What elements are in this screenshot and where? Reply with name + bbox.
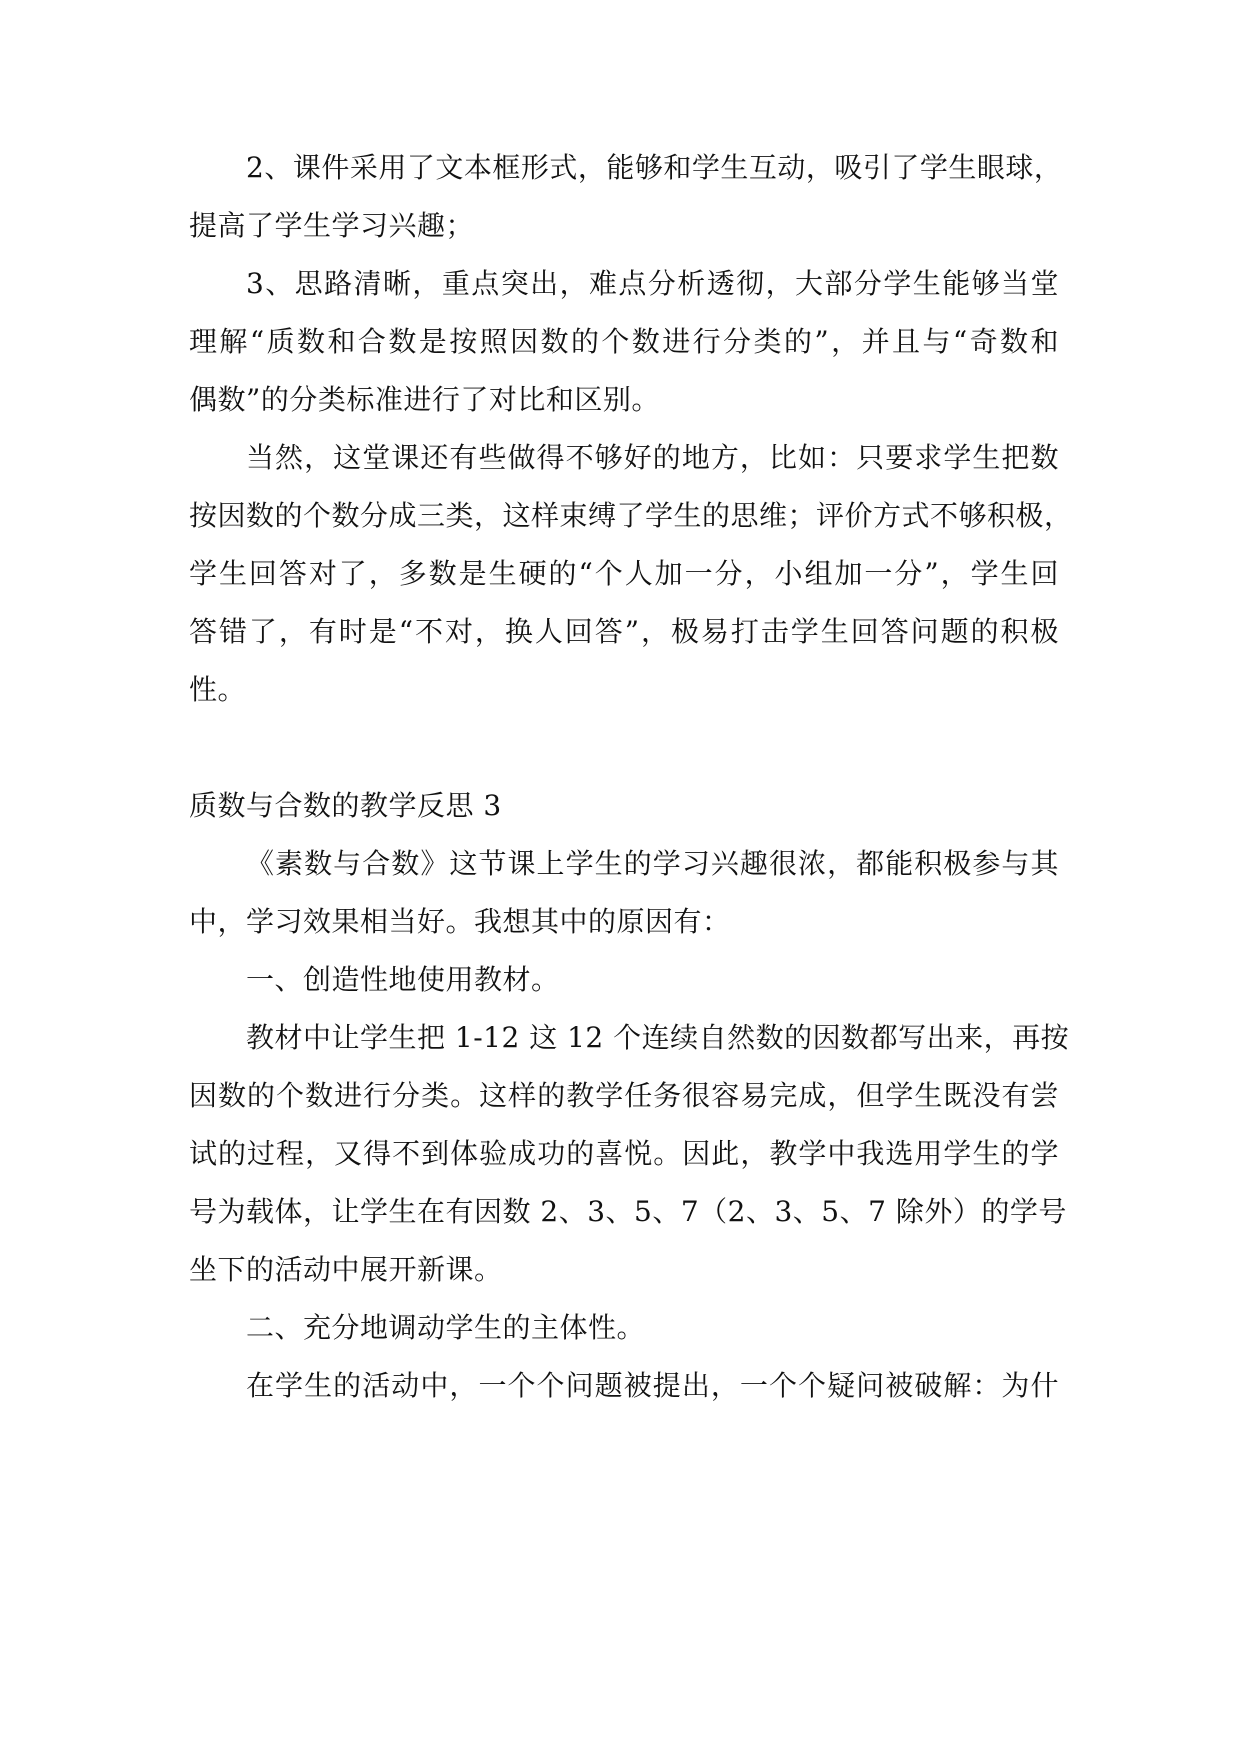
- paragraph-line: 教材中让学生把 1-12 这 12 个连续自然数的因数都写出来，再按: [246, 1021, 1070, 1054]
- paragraph-line: 性。: [189, 673, 247, 706]
- paragraph-line: 按因数的个数分成三类，这样束缚了学生的思维；评价方式不够积极，: [189, 499, 1073, 532]
- paragraph-line: 中，学习效果相当好。我想其中的原因有：: [189, 905, 731, 938]
- paragraph-line: 二、充分地调动学生的主体性。: [246, 1311, 646, 1344]
- paragraph-line: 2、课件采用了文本框形式，能够和学生互动，吸引了学生眼球，: [246, 151, 1063, 184]
- paragraph-line: 理解“质数和合数是按照因数的个数进行分类的”，并且与“奇数和: [189, 325, 1059, 358]
- paragraph-line: 答错了，有时是“不对，换人回答”，极易打击学生回答问题的积极: [189, 615, 1059, 648]
- paragraph-line: 3、思路清晰，重点突出，难点分析透彻，大部分学生能够当堂: [246, 267, 1059, 300]
- paragraph-line: 学生回答对了，多数是生硬的“个人加一分，小组加一分”，学生回: [189, 557, 1059, 590]
- paragraph-line: 提高了学生学习兴趣；: [189, 209, 475, 242]
- paragraph-line: 当然，这堂课还有些做得不够好的地方，比如：只要求学生把数: [246, 441, 1059, 474]
- paragraph-line: 偶数”的分类标准进行了对比和区别。: [189, 383, 660, 416]
- paragraph-line: 试的过程，又得不到体验成功的喜悦。因此，教学中我选用学生的学: [189, 1137, 1059, 1170]
- paragraph-line: 一、创造性地使用教材。: [246, 963, 560, 996]
- paragraph-line: 在学生的活动中，一个个问题被提出，一个个疑问被破解：为什: [246, 1369, 1059, 1402]
- paragraph-line: 《素数与合数》这节课上学生的学习兴趣很浓，都能积极参与其: [246, 847, 1059, 880]
- section-heading: 质数与合数的教学反思 3: [189, 789, 502, 822]
- paragraph-line: 因数的个数进行分类。这样的教学任务很容易完成，但学生既没有尝: [189, 1079, 1059, 1112]
- paragraph-line: 号为载体，让学生在有因数 2、3、5、7（2、3、5、7 除外）的学号: [189, 1195, 1067, 1228]
- paragraph-line: 坐下的活动中展开新课。: [189, 1253, 503, 1286]
